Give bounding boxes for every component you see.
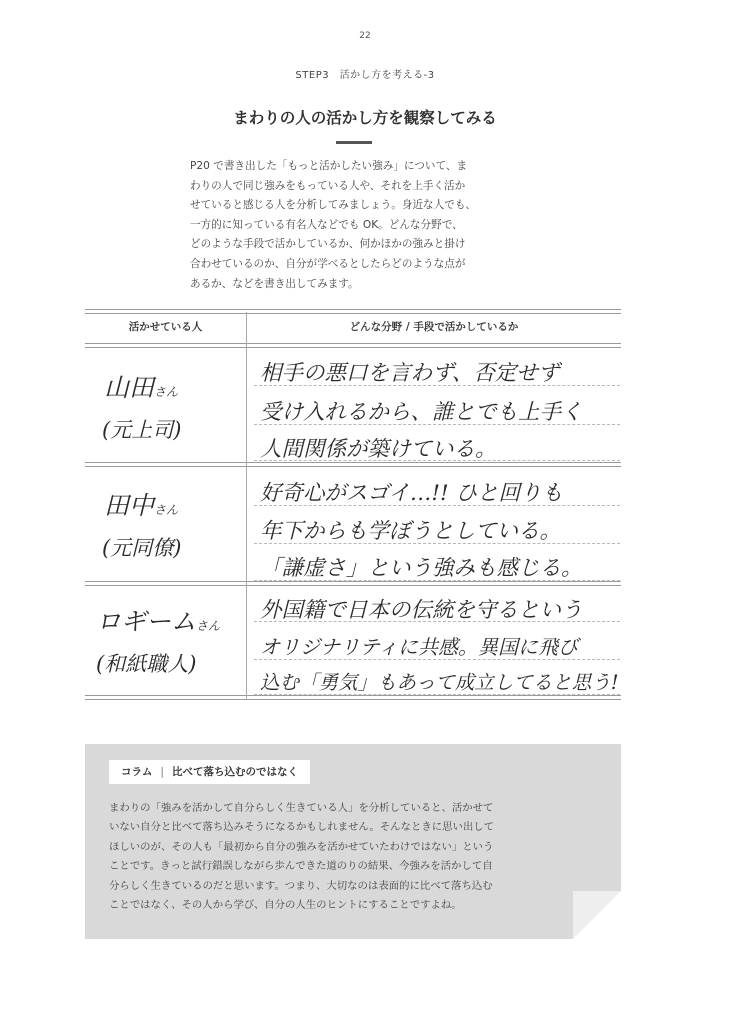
note-line: 外国籍で日本の伝統を守るという	[260, 598, 583, 623]
column-title: 比べて落ち込むのではなく	[171, 766, 298, 778]
table-rule	[85, 343, 621, 344]
page-title: まわりの人の活かし方を観察してみる	[233, 109, 497, 127]
note-line: 人間関係が築けている。	[260, 437, 497, 462]
column-separator	[246, 312, 247, 700]
intro-line: どのような手段で活かしているか、何かほかの強みと掛け	[190, 238, 466, 251]
intro-line: 一方的に知っている有名人などでも OK。どんな分野で、	[190, 218, 463, 231]
intro-line: せていると感じる人を分析してみましょう。身近な人でも、	[190, 199, 477, 212]
column-line: まわりの「強みを活かして自分らしく生きている人」を分析していると、活かせて	[109, 802, 494, 814]
note-line: 年下からも学ぼうとしている。	[260, 519, 562, 544]
intro-line: P20 で書き出した「もっと活かしたい強み」について、ま	[190, 160, 468, 172]
title-underline	[336, 141, 372, 144]
person-name: 山田さん	[104, 373, 179, 402]
person-name: 田中さん	[104, 491, 179, 520]
note-line: 受け入れるから、誰とでも上手く	[260, 400, 583, 425]
header-person: 活かせている人	[128, 321, 203, 333]
intro-line: 合わせているのか、自分が学べるとしたらどのような点が	[190, 257, 466, 270]
intro-line: あるか、などを書き出してみます。	[190, 277, 359, 290]
page-curl	[573, 891, 621, 939]
table-rule	[85, 699, 621, 700]
person-role: (元上司)	[102, 418, 182, 442]
column-tag	[109, 760, 310, 784]
note-line: 好奇心がスゴイ…!! ひと回りも	[260, 481, 563, 506]
column-line: ほしいのが、その人も「最初から自分の強みを活かせていたわけではない」という	[109, 840, 494, 853]
column-line: 分らしく生きているのだと思います。つまり、大切なのは表面的に比べて落ち込む	[109, 879, 493, 892]
column-box	[85, 744, 621, 939]
note-line: 「謙虚さ」という強みも感じる。	[260, 556, 583, 581]
table-rule	[85, 347, 621, 348]
column-line: ことではなく、その人から学び、自分の人生のヒントにすることですよね。	[109, 899, 462, 912]
column-label: コラム	[121, 766, 153, 778]
page-number: 22	[359, 31, 371, 41]
table-rule	[85, 585, 621, 586]
person-name: ロギームさん	[96, 607, 221, 636]
table-rule	[85, 466, 621, 467]
intro-line: わりの人で同じ強みをもっている人や、それを上手く活か	[190, 179, 466, 192]
column-line: ことです。きっと試行錯誤しながら歩んできた道のりの結果、今強みを活かして自	[109, 860, 493, 873]
column-divider: |	[160, 766, 164, 778]
intro-text	[190, 157, 535, 294]
header-method: どんな分野 / 手段で活かしているか	[349, 321, 519, 333]
note-line: 相手の悪口を言わず、否定せず	[260, 361, 560, 386]
person-role: (元同僚)	[102, 536, 182, 560]
note-line: 込む「勇気」もあって成立してると思う!	[260, 671, 619, 694]
step-label: STEP3 活かし方を考える-3	[295, 70, 435, 81]
column-text	[109, 799, 589, 915]
person-role: (和紙職人)	[96, 652, 197, 676]
table-rule	[85, 309, 621, 310]
column-line: いない自分と比べて落ち込みそうになるかもしれません。そんなときに思い出して	[109, 821, 495, 834]
table-rule	[85, 695, 621, 696]
table-rule	[85, 313, 621, 314]
note-line: オリジナリティに共感。異国に飛び	[260, 635, 578, 659]
